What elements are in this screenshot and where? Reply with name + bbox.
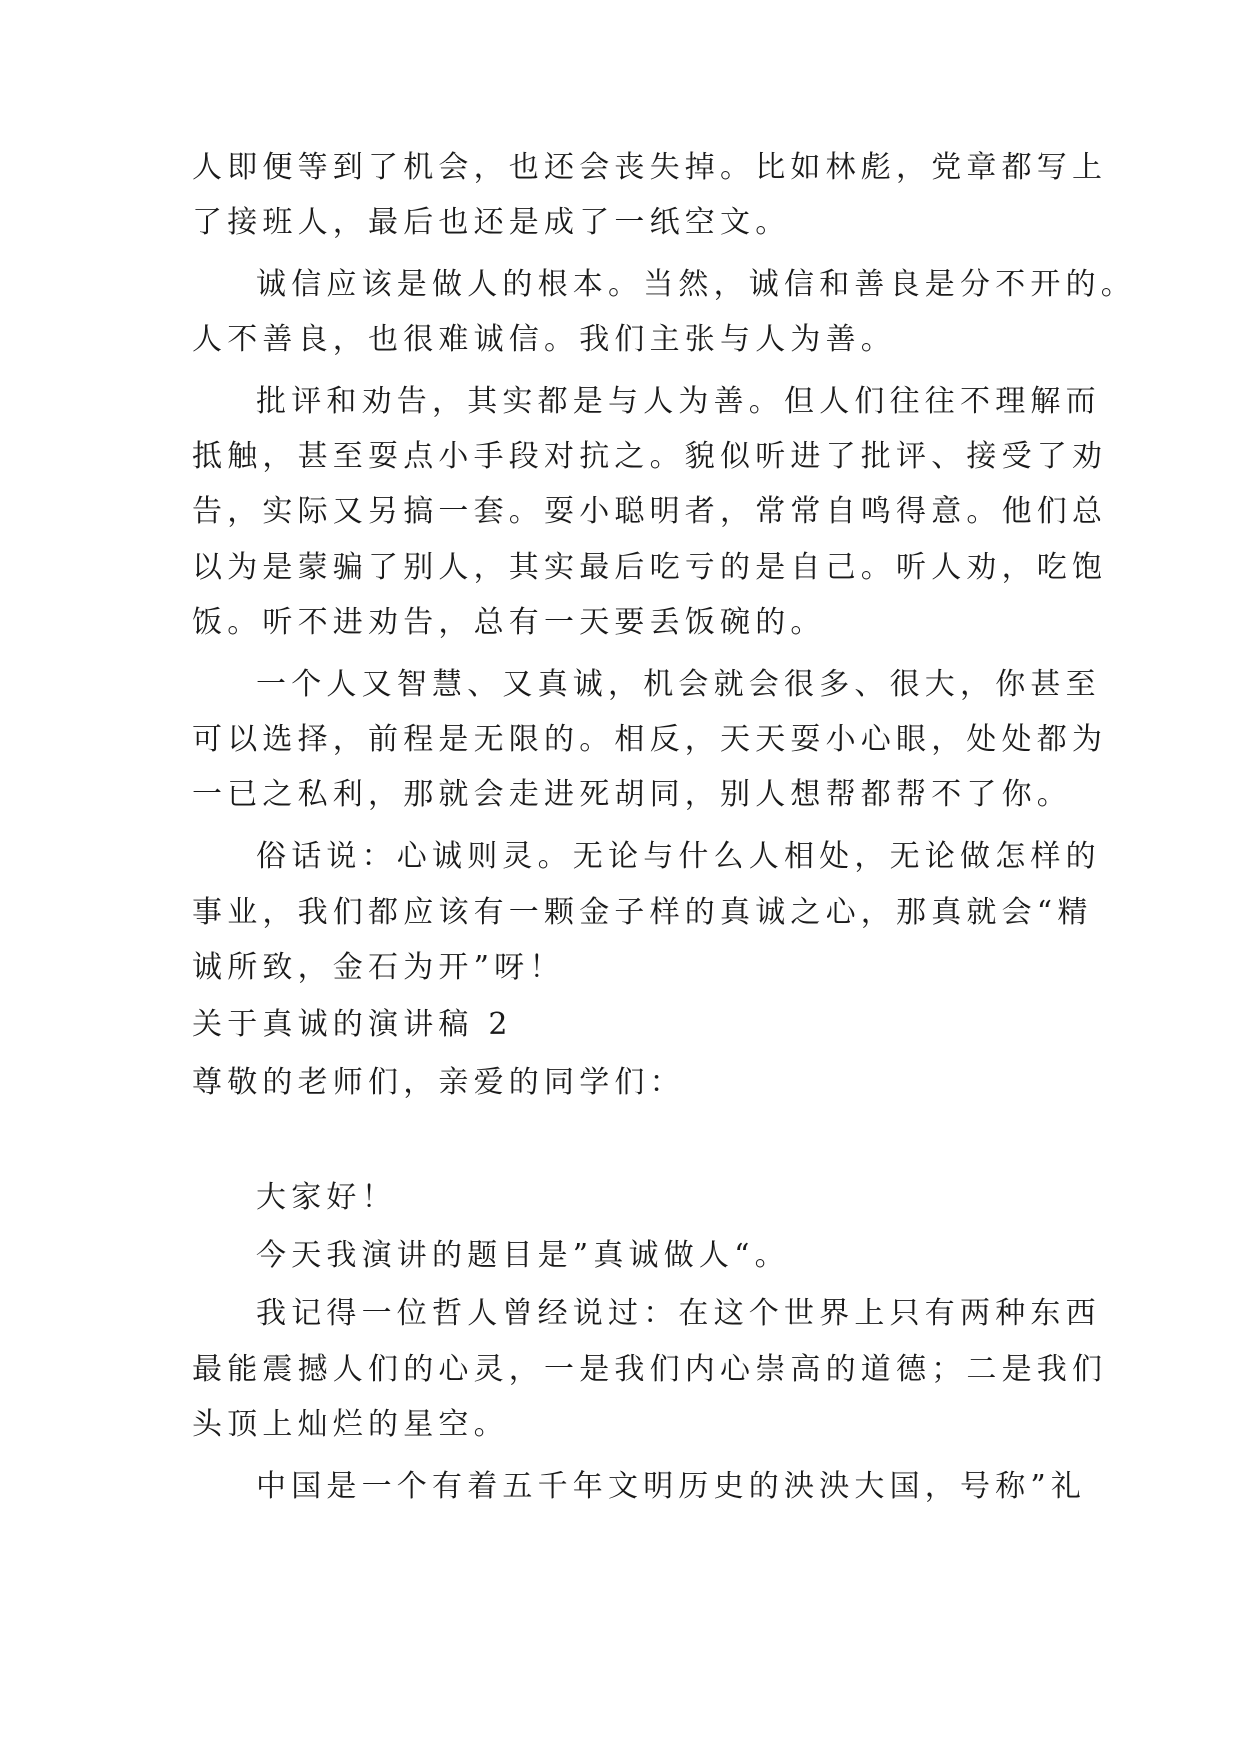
text-line: 了接班人，最后也还是成了一纸空文。 xyxy=(192,205,791,240)
text-line: 饭。听不进劝告，总有一天要丢饭碗的。 xyxy=(192,605,826,640)
text-line: 中国是一个有着五千年文明历史的泱泱大国，号称”礼 xyxy=(256,1469,1087,1504)
text-line: 俗话说：心诚则灵。无论与什么人相处，无论做怎样的 xyxy=(256,839,1101,874)
text-line: 今天我演讲的题目是”真诚做人“。 xyxy=(256,1238,790,1273)
text-line: 批评和劝告，其实都是与人为善。但人们往往不理解而 xyxy=(256,384,1101,419)
salutation: 尊敬的老师们，亲爱的同学们： xyxy=(192,1065,685,1100)
text-line: 诚信应该是做人的根本。当然，诚信和善良是分不开的。 xyxy=(256,267,1136,302)
text-line: 人不善良，也很难诚信。我们主张与人为善。 xyxy=(192,322,896,357)
text-line: 头顶上灿烂的星空。 xyxy=(192,1407,509,1442)
text-line: 人即便等到了机会，也还会丧失掉。比如林彪，党章都写上 xyxy=(192,150,1108,185)
text-line: 一已之私利，那就会走进死胡同，别人想帮都帮不了你。 xyxy=(192,777,1072,812)
text-line: 大家好！ xyxy=(256,1180,397,1215)
text-line: 一个人又智慧、又真诚，机会就会很多、很大，你甚至 xyxy=(256,667,1101,702)
text-line: 以为是蒙骗了别人，其实最后吃亏的是自己。听人劝，吃饱 xyxy=(192,550,1108,585)
text-line: 最能震撼人们的心灵，一是我们内心崇高的道德；二是我们 xyxy=(192,1352,1108,1387)
text-line: 诚所致，金石为开”呀！ xyxy=(192,950,565,985)
text-line: 抵触，甚至耍点小手段对抗之。貌似听进了批评、接受了劝 xyxy=(192,439,1108,474)
section-heading: 关于真诚的演讲稿 2 xyxy=(192,1007,513,1042)
text-line: 告，实际又另搞一套。耍小聪明者，常常自鸣得意。他们总 xyxy=(192,494,1108,529)
text-line: 可以选择，前程是无限的。相反，天天耍小心眼，处处都为 xyxy=(192,722,1108,757)
text-line: 我记得一位哲人曾经说过：在这个世界上只有两种东西 xyxy=(256,1296,1101,1331)
text-line: 事业，我们都应该有一颗金子样的真诚之心，那真就会“精 xyxy=(192,895,1093,930)
